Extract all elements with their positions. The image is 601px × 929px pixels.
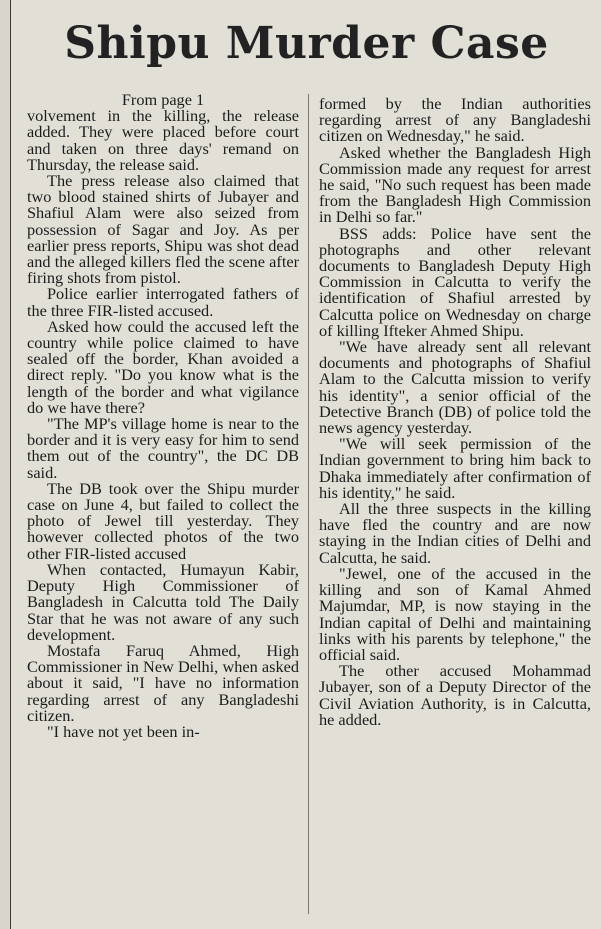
continuation-note: From page 1 bbox=[121, 90, 205, 109]
paragraph: formed by the Indian authorities regarding arrest of any Bangladeshi citizen on Wednesday," he said. bbox=[319, 94, 591, 146]
paragraph: "We will seek permission of the Indian government to bring him back to Dhaka immediately after confirmation of his identity," he said. bbox=[319, 434, 591, 502]
paragraph: Mostafa Faruq Ahmed, High Commissioner in New Delhi, when asked about it said, "I have no information regarding arrest of any Bangladeshi citizen. bbox=[27, 640, 299, 725]
column-divider bbox=[308, 94, 309, 914]
right-column bbox=[319, 96, 591, 728]
paragraph: The press release also claimed that two blood stained shirts of Jubayer and Shafiul Alam were also seized from possession of Sagar and Joy. As per earlier press reports, Shipu was shot dead and the alleged killers fled the scene after firing shots from pistol. bbox=[27, 171, 299, 288]
paragraph: The other accused Mohammad Jubayer, son of a Deputy Director of the Civil Aviation Authority, is in Calcutta, he added. bbox=[319, 661, 591, 729]
paragraph: When contacted, Humayun Kabir, Deputy High Commissioner of Bangladesh in Calcutta told The Daily Star that he was not aware of any such development. bbox=[27, 559, 299, 644]
paragraph: All the three suspects in the killing have fled the country and are now staying in the Indian cities of Delhi and Calcutta, he said. bbox=[319, 499, 591, 567]
headline: Shipu Murder Case bbox=[64, 18, 549, 69]
paragraph: The DB took over the Shipu murder case on June 4, but failed to collect the photo of Jewel till yesterday. They however collected photos of the two other FIR-listed accused bbox=[27, 478, 299, 563]
paragraph: Police earlier interrogated fathers of the three FIR-listed accused. bbox=[27, 284, 299, 320]
paragraph: Asked whether the Bangladesh High Commission made any request for arrest he said, "No such request has been made from the Bangladesh High Commission in Delhi so far." bbox=[319, 142, 591, 227]
left-column bbox=[27, 92, 299, 740]
newspaper-clipping bbox=[10, 0, 601, 929]
paragraph: "The MP's village home is near to the border and it is very easy for him to send them out of the country", the DC DB said. bbox=[27, 414, 299, 482]
paragraph: BSS adds: Police have sent the photographs and other relevant documents to Bangladesh Deputy High Commission in Calcutta to verify the identification of Shafiul arrested by Calcutta police on Wednesday on charge of killing Ifteker Ahmed Shipu. bbox=[319, 223, 591, 340]
paragraph: "We have already sent all relevant documents and photographs of Shafiul Alam to the Calcutta mission to verify his identity", a senior official of the Detective Branch (DB) of police told the news agency yesterday. bbox=[319, 337, 591, 438]
paragraph: Asked how could the accused left the country while police claimed to have sealed off the border, Khan avoided a direct reply. "Do you know what is the length of the border and what vigilance do we have there? bbox=[27, 316, 299, 417]
paragraph: "I have not yet been in- bbox=[47, 721, 200, 741]
paragraph: volvement in the killing, the release added. They were placed before court and taken on three days' remand on Thursday, the release said. bbox=[27, 106, 299, 174]
paragraph: "Jewel, one of the accused in the killing and son of Kamal Ahmed Majumdar, MP, is now staying in the Indian capital of Delhi and maintaining links with his parents by telephone," the official said. bbox=[319, 563, 591, 664]
